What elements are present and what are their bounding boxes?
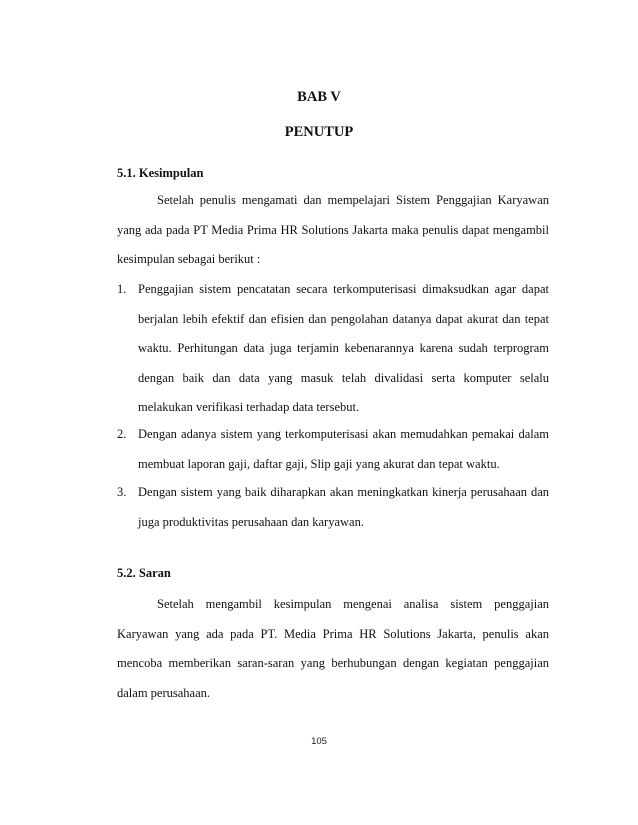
kesimpulan-intro-paragraph: Setelah penulis mengamati dan mempelajari Sistem Penggajian Karyawan yang ada pada PT Media Prima HR Solutions Jakarta maka penulis dapat mengambil kesimpulan sebagai berikut : bbox=[117, 193, 549, 266]
section-heading-saran: 5.2. Saran bbox=[117, 566, 171, 580]
list-item-number: 2. bbox=[117, 427, 127, 441]
page-number: 105 bbox=[311, 736, 327, 747]
chapter-label: BAB V bbox=[297, 89, 341, 105]
list-item-number: 1. bbox=[117, 282, 127, 296]
section-heading-kesimpulan: 5.1. Kesimpulan bbox=[117, 166, 204, 180]
list-item-number: 3. bbox=[117, 485, 127, 499]
list-item bbox=[117, 478, 549, 537]
chapter-title: PENUTUP bbox=[284, 124, 354, 140]
list-item-text: Dengan sistem yang baik diharapkan akan meningkatkan kinerja perusahaan dan juga produktivitas perusahaan dan karyawan. bbox=[138, 485, 549, 529]
list-item-text: Dengan adanya sistem yang terkomputerisasi akan memudahkan pemakai dalam membuat laporan gaji, daftar gaji, Slip gaji yang akurat dan tepat waktu. bbox=[138, 427, 549, 471]
list-item bbox=[117, 420, 549, 479]
list-item bbox=[117, 275, 549, 423]
saran-paragraph: Setelah mengambil kesimpulan mengenai analisa sistem penggajian Karyawan yang ada pada PT. Media Prima HR Solutions Jakarta, penulis akan mencoba memberikan saran-saran yang berhubungan dengan kegiatan penggajian dalam perusahaan. bbox=[117, 597, 549, 700]
list-item-text: Penggajian sistem pencatatan secara terkomputerisasi dimaksudkan agar dapat berjalan lebih efektif dan efisien dan pengolahan datanya dapat akurat dan tepat waktu. Perhitungan data juga terjamin kebenarannya karena sudah terprogram dengan baik dan data yang masuk telah divalidasi serta komputer selalu melakukan verifikasi terhadap data tersebut. bbox=[138, 282, 549, 414]
